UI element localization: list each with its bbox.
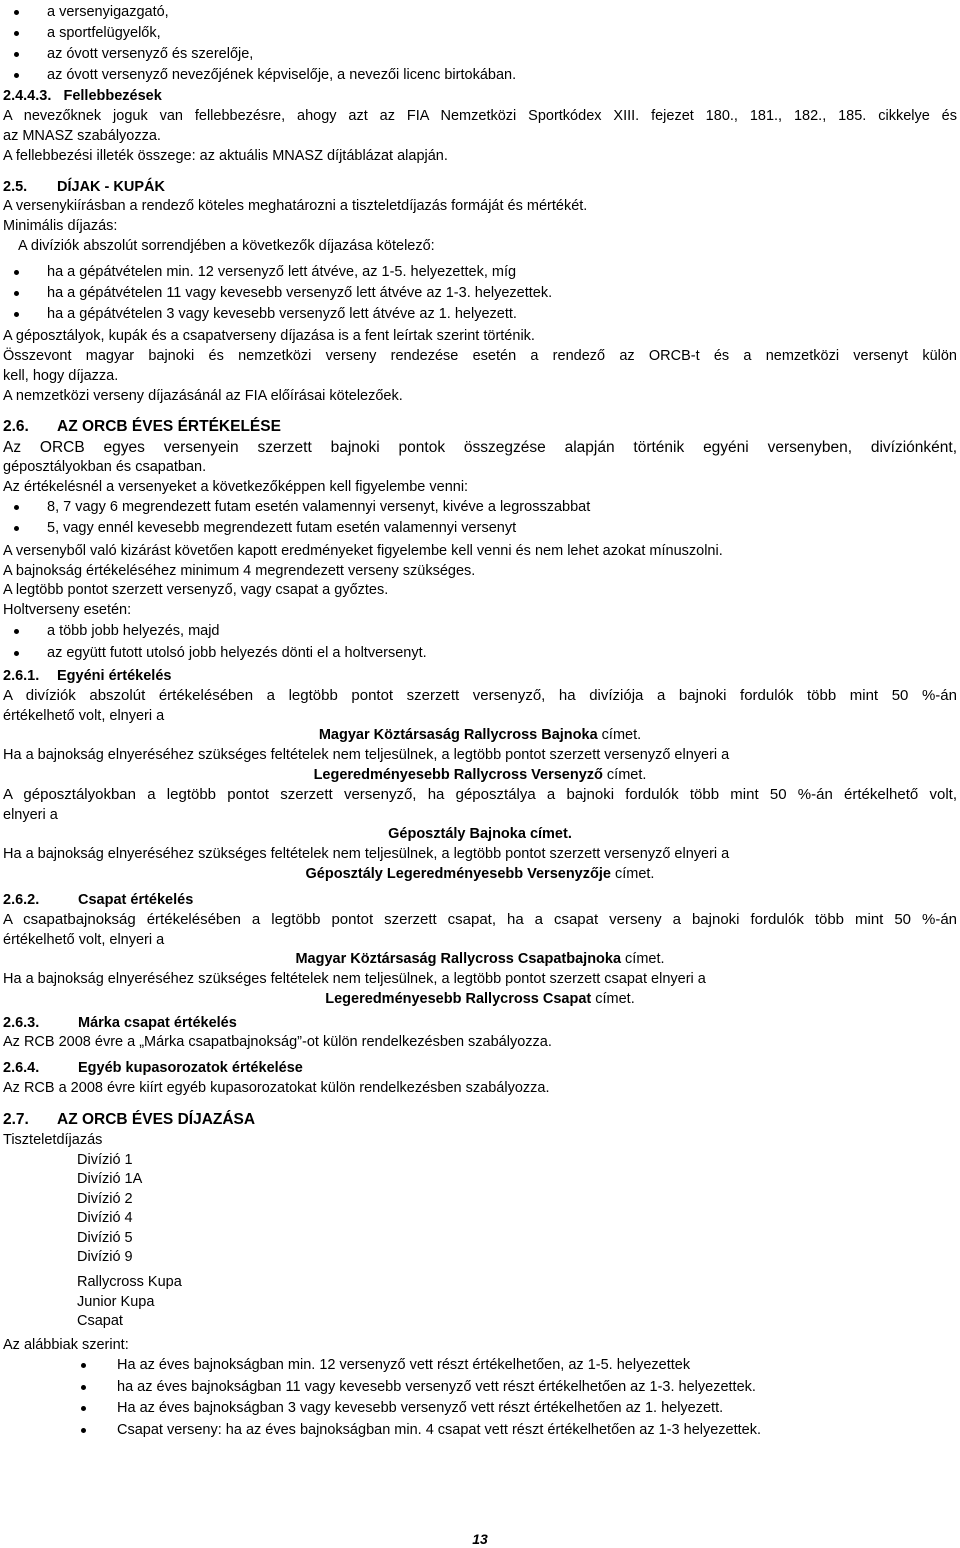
section-title: Csapat értékelés <box>78 892 194 908</box>
paragraph-line: A bajnokság értékeléséhez minimum 4 megrendezett verseny szükséges. <box>3 563 476 579</box>
list-item: Ha az éves bajnokságban 3 vagy kevesebb versenyző vett részt értékelhetően az 1. helyezett. <box>117 1400 724 1416</box>
list-item: ha a gépátvételen 11 vagy kevesebb versenyző lett átvéve az 1-3. helyezettek. <box>47 285 553 301</box>
bullet-icon <box>14 270 19 275</box>
section-title: Egyéni értékelés <box>57 668 172 684</box>
paragraph-line: A legtöbb pontot szerzett versenyző, vagy csapat a győztes. <box>3 582 389 598</box>
paragraph-line: értékelhető volt, elnyeri a <box>3 932 165 948</box>
paragraph-line: Ha a bajnokság elnyeréséhez szükséges feltételek nem teljesülnek, a legtöbb pontot szerzett versenyző elnyeri a <box>3 846 730 862</box>
section-heading-263 <box>3 1013 237 1033</box>
list-item: ha a gépátvételen 3 vagy kevesebb versenyző lett átvéve az 1. helyezett. <box>47 306 517 322</box>
section-title: AZ ORCB ÉVES DÍJAZÁSA <box>57 1111 256 1128</box>
section-number: 2.6.1. <box>3 668 40 684</box>
paragraph-line: Összevont magyar bajnoki és nemzetközi verseny rendezése esetén a rendező az ORCB-t és a nemzetközi versenyt külön <box>3 348 957 364</box>
paragraph-line: A divíziók abszolút értékelésében a legtöbb pontot szerzett versenyző, ha divíziója a bajnoki fordulók több mint 50 %-án <box>3 687 957 704</box>
list-item: Csapat <box>77 1313 123 1329</box>
bullet-icon <box>81 1428 86 1433</box>
section-heading-26 <box>3 417 281 437</box>
list-item: Divízió 2 <box>77 1191 133 1207</box>
bullet-icon <box>14 629 19 634</box>
paragraph-line: Minimális díjazás: <box>3 218 118 234</box>
paragraph-line: az MNASZ szabályozza. <box>3 128 161 144</box>
paragraph-line: Az alábbiak szerint: <box>3 1337 129 1353</box>
paragraph-line: géposztályokban és csapatban. <box>3 459 207 475</box>
bullet-icon <box>14 52 19 57</box>
list-item: 5, vagy ennél kevesebb megrendezett futam esetén valamennyi versenyt <box>47 520 517 536</box>
paragraph-line: Ha a bajnokság elnyeréséhez szükséges feltételek nem teljesülnek, a legtöbb pontot szerzett csapat elnyeri a <box>3 971 706 987</box>
bullet-icon <box>14 505 19 510</box>
bullet-icon <box>14 312 19 317</box>
section-number: 2.6.4. <box>3 1060 40 1076</box>
paragraph-line: Ha a bajnokság elnyeréséhez szükséges feltételek nem teljesülnek, a legtöbb pontot szerzett versenyző elnyeri a <box>3 747 730 763</box>
list-item: Divízió 9 <box>77 1249 133 1265</box>
list-item: Divízió 5 <box>77 1230 133 1246</box>
list-item: az óvott versenyző nevezőjének képviselője, a nevezői licenc birtokában. <box>47 67 517 83</box>
paragraph-line: Az értékelésnél a versenyeket a következőképpen kell figyelembe venni: <box>3 479 469 495</box>
paragraph-line: Az ORCB egyes versenyein szerzett bajnoki pontok összegzése alapján történik egyéni versenyben, divíziónként, <box>3 439 957 456</box>
list-item: Divízió 1A <box>77 1171 143 1187</box>
paragraph-line: A géposztályokban a legtöbb pontot szerzett versenyző, ha géposztálya a bajnoki fordulók több mint 50 %-án értékelhető volt, <box>3 786 957 803</box>
list-item: a versenyigazgató, <box>47 4 169 20</box>
section-number: 2.7. <box>3 1111 29 1128</box>
section-title: Fellebbezések <box>63 88 162 104</box>
bullet-icon <box>14 651 19 656</box>
list-item: ha a gépátvételen min. 12 versenyző lett átvéve, az 1-5. helyezettek, míg <box>47 264 517 280</box>
award-title: Géposztály Legeredményesebb Versenyzője címet. <box>305 866 655 882</box>
award-title: Géposztály Bajnoka címet. <box>388 826 572 842</box>
paragraph-line: A nemzetközi verseny díjazásánál az FIA előírásai kötelezőek. <box>3 388 403 404</box>
list-item: Rallycross Kupa <box>77 1274 182 1290</box>
award-title: Magyar Köztársaság Rallycross Csapatbajnoka címet. <box>295 951 665 967</box>
award-title: Legeredményesebb Rallycross Versenyző címet. <box>313 767 647 783</box>
section-heading-2443 <box>3 86 162 106</box>
paragraph-line: elnyeri a <box>3 807 58 823</box>
section-number: 2.5. <box>3 179 28 195</box>
award-title: Legeredményesebb Rallycross Csapat címet. <box>325 991 635 1007</box>
award-title: Magyar Köztársaság Rallycross Bajnoka címet. <box>318 727 642 743</box>
bullet-icon <box>14 10 19 15</box>
list-item: ha az éves bajnokságban 11 vagy kevesebb versenyző vett részt értékelhetően az 1-3. helyezettek. <box>117 1379 756 1395</box>
bullet-icon <box>14 73 19 78</box>
bullet-icon <box>14 526 19 531</box>
section-number: 2.6.3. <box>3 1015 40 1031</box>
list-item: Ha az éves bajnokságban min. 12 versenyző vett részt értékelhetően, az 1-5. helyezettek <box>117 1357 691 1373</box>
paragraph-line: A versenyből való kizárást követően kapott eredményeket figyelembe kell venni és nem lehet azokat mínuszolni. <box>3 543 723 559</box>
paragraph-line: A versenykiírásban a rendező köteles meghatározni a tiszteletdíjazás formáját és mértékét. <box>3 198 588 214</box>
bullet-icon <box>14 291 19 296</box>
list-item: Csapat verseny: ha az éves bajnokságban min. 4 csapat vett részt értékelhetően az 1-3 helyezettek. <box>117 1422 762 1438</box>
list-item: az óvott versenyző és szerelője, <box>47 46 254 62</box>
section-title: Márka csapat értékelés <box>78 1015 237 1031</box>
section-title: AZ ORCB ÉVES ÉRTÉKELÉSE <box>57 418 281 435</box>
paragraph-line: A csapatbajnokság értékelésében a legtöbb pontot szerzett csapat, ha a csapat verseny a bajnoki fordulók több mint 50 %-án <box>3 911 957 928</box>
list-item: a sportfelügyelők, <box>47 25 161 41</box>
list-item: az együtt futott utolsó jobb helyezés dönti el a holtversenyt. <box>47 645 427 661</box>
bullet-icon <box>81 1385 86 1390</box>
section-heading-25 <box>3 177 165 197</box>
section-heading-261 <box>3 666 171 686</box>
paragraph-line: Tiszteletdíjazás <box>3 1132 103 1148</box>
paragraph-line: A nevezőknek joguk van fellebbezésre, ahogy azt az FIA Nemzetközi Sportkódex XIII. fejezet 180., 181., 182., 185. cikkelye és <box>3 108 957 124</box>
page-number: 13 <box>472 1531 488 1547</box>
paragraph-line: kell, hogy díjazza. <box>3 368 119 384</box>
paragraph-line: értékelhető volt, elnyeri a <box>3 708 165 724</box>
paragraph-line: Az RCB a 2008 évre kiírt egyéb kupasorozatokat külön rendelkezésben szabályozza. <box>3 1080 550 1096</box>
paragraph-line: A géposztályok, kupák és a csapatverseny díjazása is a fent leírtak szerint történik. <box>3 328 535 344</box>
section-title: DÍJAK - KUPÁK <box>57 179 165 195</box>
bullet-icon <box>14 31 19 36</box>
list-item: Junior Kupa <box>77 1294 155 1310</box>
paragraph-line: A divíziók abszolút sorrendjében a következők díjazása kötelező: <box>18 238 435 254</box>
bullet-icon <box>81 1406 86 1411</box>
section-heading-264 <box>3 1058 303 1078</box>
section-number: 2.6. <box>3 418 29 435</box>
list-item: a több jobb helyezés, majd <box>47 623 220 639</box>
list-item: Divízió 4 <box>77 1210 133 1226</box>
paragraph-line: Az RCB 2008 évre a „Márka csapatbajnokság”-ot külön rendelkezésben szabályozza. <box>3 1034 552 1050</box>
section-title: Egyéb kupasorozatok értékelése <box>78 1060 303 1076</box>
paragraph-line: Holtverseny esetén: <box>3 602 132 618</box>
bullet-icon <box>81 1363 86 1368</box>
list-item: Divízió 1 <box>77 1152 133 1168</box>
section-heading-262 <box>3 890 193 910</box>
paragraph-line: A fellebbezési illeték összege: az aktuális MNASZ díjtáblázat alapján. <box>3 148 448 164</box>
list-item: 8, 7 vagy 6 megrendezett futam esetén valamennyi versenyt, kivéve a legrosszabbat <box>47 499 591 515</box>
section-heading-27 <box>3 1110 255 1130</box>
section-number: 2.6.2. <box>3 892 40 908</box>
section-number: 2.4.4.3. <box>3 88 52 104</box>
